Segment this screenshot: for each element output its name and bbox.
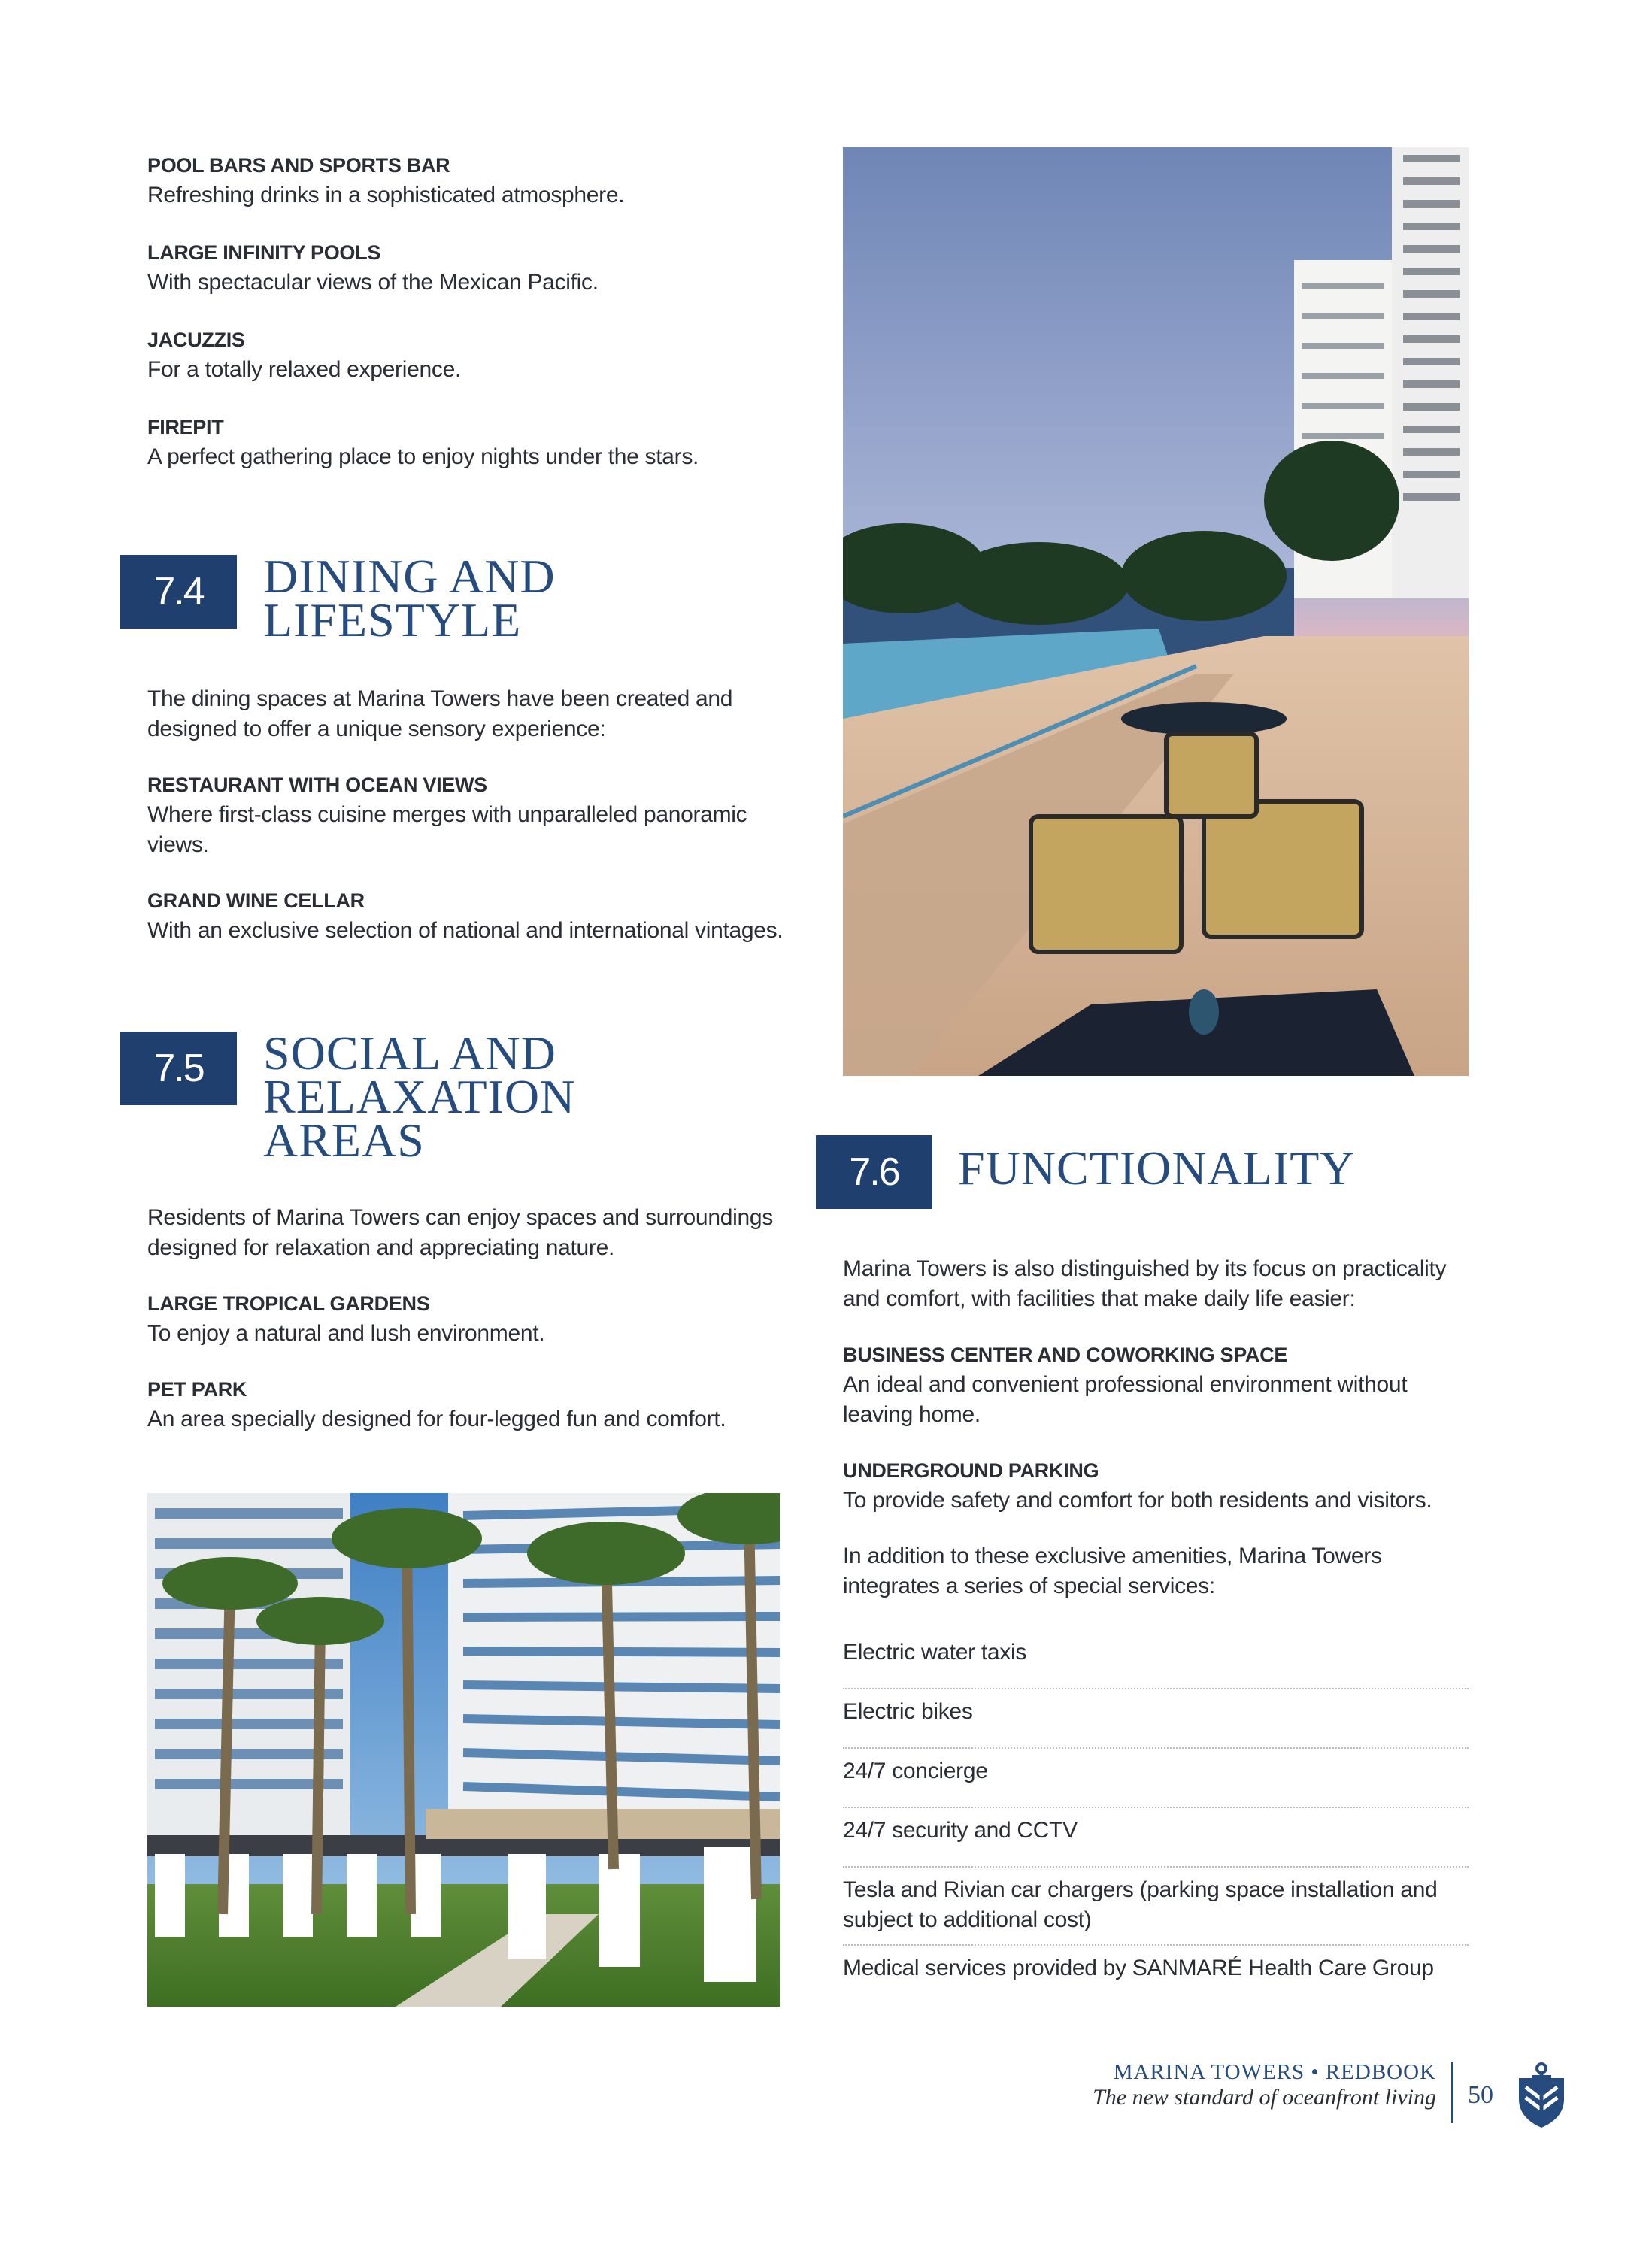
list-item — [147, 886, 809, 946]
item-title: GRAND WINE CELLAR — [147, 889, 365, 912]
item-text: Where first-class cuisine merges with unparalleled panoramic views. — [147, 802, 747, 857]
section-title-dining — [263, 550, 556, 647]
section-intro: The dining spaces at Marina Towers have been created and designed to offer a unique sensory experience: — [147, 686, 733, 741]
service-item: 24/7 concierge — [843, 1749, 1469, 1808]
list-item — [147, 1289, 809, 1349]
intro-item — [147, 238, 809, 298]
dining-content — [147, 684, 809, 946]
section-number-functionality: 7.6 — [816, 1135, 932, 1209]
gardens-photo-art — [147, 1493, 780, 2007]
item-text: A perfect gathering place to enjoy nights under the stars. — [147, 444, 699, 469]
intro-item — [147, 150, 809, 211]
list-item — [147, 1374, 809, 1435]
footer-subtitle: The new standard of oceanfront living — [1093, 2085, 1436, 2110]
section-number-dining: 7.4 — [120, 555, 237, 629]
item-text: For a totally relaxed experience. — [147, 357, 461, 382]
item-title: JACUZZIS — [147, 329, 245, 351]
services-list — [843, 1630, 1469, 2005]
page-number: 50 — [1468, 2081, 1493, 2109]
item-text: With an exclusive selection of national and international vintages. — [147, 918, 784, 943]
item-text: To provide safety and comfort for both residents and visitors. — [843, 1488, 1432, 1513]
title-line: AREAS — [263, 1113, 425, 1167]
service-item: Tesla and Rivian car chargers (parking space installation and subject to additional cost) — [843, 1868, 1469, 1946]
anchor-shield-logo-icon — [1515, 2062, 1568, 2129]
section-title-functionality: FUNCTIONALITY — [958, 1141, 1356, 1195]
item-title: POOL BARS AND SPORTS BAR — [147, 154, 450, 177]
item-title: FIREPIT — [147, 416, 224, 438]
item-text: Refreshing drinks in a sophisticated atmosphere. — [147, 183, 625, 208]
section-number-social: 7.5 — [120, 1032, 237, 1105]
section-intro: Residents of Marina Towers can enjoy spaces and surroundings designed for relaxation and appreciating nature. — [147, 1205, 773, 1260]
section-title-social — [263, 1026, 576, 1167]
item-title: BUSINESS CENTER AND COWORKING SPACE — [843, 1344, 1288, 1366]
item-title: LARGE INFINITY POOLS — [147, 241, 381, 264]
item-text: To enjoy a natural and lush environment. — [147, 1321, 545, 1346]
functionality-content — [843, 1254, 1469, 1601]
intro-items — [147, 150, 809, 472]
item-text: With spectacular views of the Mexican Pacific. — [147, 270, 599, 295]
intro-item — [147, 325, 809, 385]
item-text: An area specially designed for four-legged fun and comfort. — [147, 1407, 726, 1431]
list-item — [843, 1456, 1469, 1516]
footer-title: MARINA TOWERS • REDBOOK — [1113, 2060, 1436, 2084]
title-line: RELAXATION — [263, 1070, 576, 1123]
section-intro: Marina Towers is also distinguished by its focus on practicality and comfort, with facilities that make daily life easier: — [843, 1256, 1447, 1311]
item-text: An ideal and convenient professional environment without leaving home. — [843, 1372, 1408, 1427]
title-line: SOCIAL AND — [263, 1026, 556, 1080]
social-content — [147, 1203, 809, 1435]
service-item: Electric bikes — [843, 1689, 1469, 1749]
service-item: Electric water taxis — [843, 1630, 1469, 1689]
item-title: LARGE TROPICAL GARDENS — [147, 1292, 430, 1315]
footer — [902, 2060, 1436, 2110]
item-title: UNDERGROUND PARKING — [843, 1459, 1099, 1482]
title-line: LIFESTYLE — [263, 593, 522, 647]
item-title: RESTAURANT WITH OCEAN VIEWS — [147, 774, 487, 796]
service-item: Medical services provided by SANMARÉ Health Care Group — [843, 1956, 1434, 1980]
gardens-photo — [147, 1493, 780, 2007]
footer-divider — [1451, 2062, 1453, 2123]
list-item — [843, 1340, 1469, 1430]
title-line: DINING AND — [263, 550, 556, 603]
list-item — [147, 770, 809, 860]
item-title: PET PARK — [147, 1378, 247, 1401]
terrace-photo — [843, 147, 1469, 1076]
services-intro: In addition to these exclusive amenities, Marina Towers integrates a series of special services: — [843, 1544, 1382, 1598]
service-item: 24/7 security and CCTV — [843, 1808, 1469, 1868]
terrace-photo-art — [843, 147, 1469, 1076]
intro-item — [147, 412, 809, 472]
